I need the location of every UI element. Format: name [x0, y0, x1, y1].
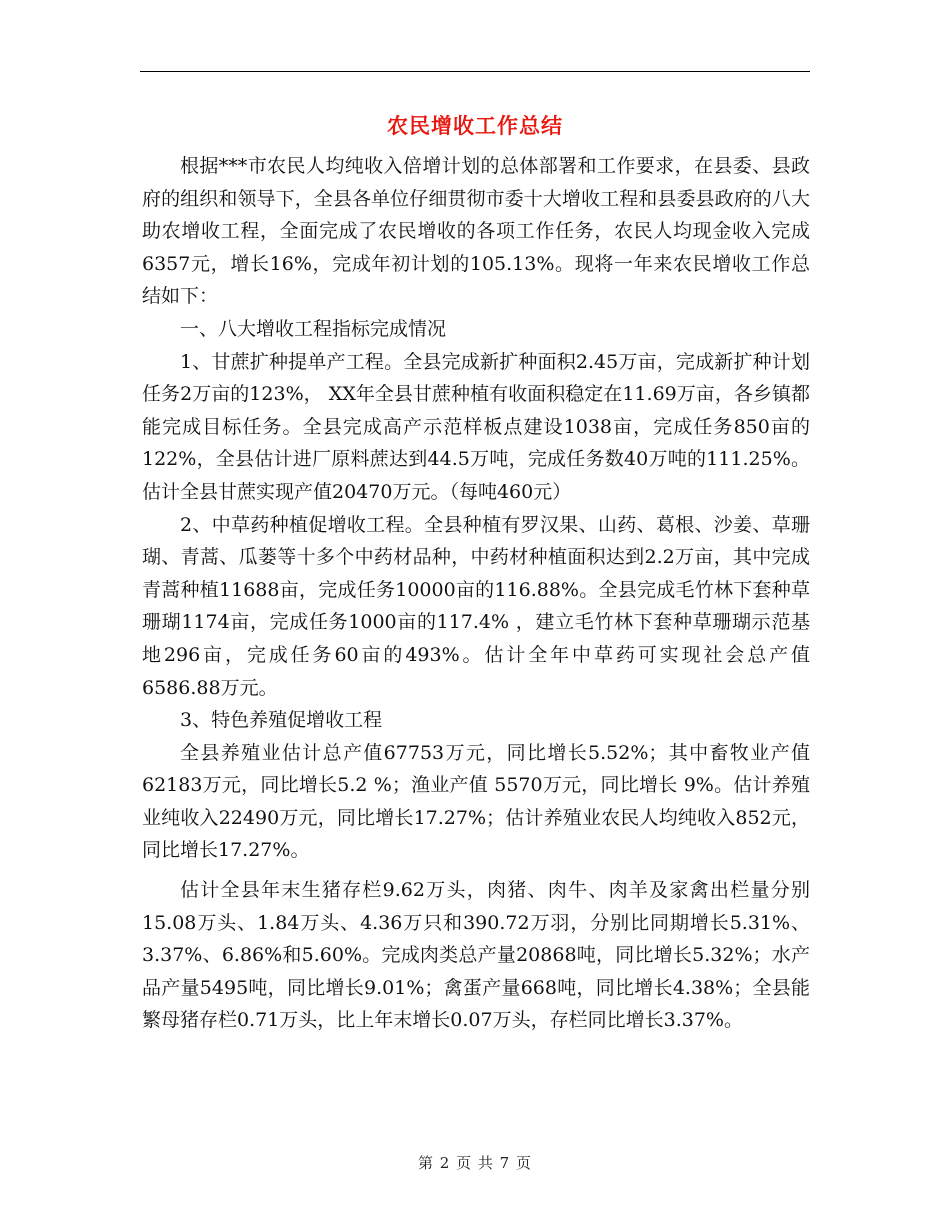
section-heading: 一、八大增收工程指标完成情况: [180, 317, 447, 340]
sugarcane-paragraph: 1、甘蔗扩种提单产工程。全县完成新扩种面积2.45万亩，完成新扩种计划任务2万亩的123%， XX年全县甘蔗种植有收面积稳定在11.69万亩，各乡镇都能完成目标任务。全县完成高产示范样板点建设1038亩，完成任务850亩的122%，全县估计进厂原料蔗达到44.5万吨，完成任务数40万吨的111.25%。估计全县甘蔗实现产值20470万元。（每吨460元）: [142, 350, 810, 503]
document-body: [142, 150, 810, 1037]
page-number: 第 2 页 共 7 页: [418, 1154, 532, 1172]
breeding-heading: 3、特色养殖促增收工程: [180, 709, 383, 732]
intro-paragraph: 根据***市农民人均纯收入倍增计划的总体部署和工作要求，在县委、县政府的组织和领导下，全县各单位仔细贯彻市委十大增收工程和县委县政府的八大助农增收工程，全面完成了农民增收的各项工作任务，农民人均现金收入完成6357元，增长16%，完成年初计划的105.13%。现将一年来农民增收工作总结如下：: [142, 155, 810, 308]
header-rule: [140, 71, 810, 72]
herbal-paragraph: 2、中草药种植促增收工程。全县种植有罗汉果、山药、葛根、沙姜、草珊瑚、青蒿、瓜蒌等十多个中药材品种，中药材种植面积达到2.2万亩，其中完成青蒿种植11688亩，完成任务10000亩的116.88%。全县完成毛竹林下套种草珊瑚1174亩，完成任务1000亩的117.4% ，建立毛竹林下套种草珊瑚示范基地296亩，完成任务60亩的493%。估计全年中草药可实现社会总产值6586.88万元。: [142, 513, 810, 699]
document-title: 农民增收工作总结: [387, 113, 563, 138]
breeding-output-paragraph: 全县养殖业估计总产值67753万元，同比增长5.52%；其中畜牧业产值62183万元，同比增长5.2 %；渔业产值 5570万元，同比增长 9%。估计养殖业纯收入22490万元，同比增长17.27%；估计养殖业农民人均纯收入852元，同比增长17.27%。: [142, 741, 810, 862]
livestock-paragraph: 估计全县年末生猪存栏9.62万头，肉猪、肉牛、肉羊及家禽出栏量分别15.08万头、1.84万头、4.36万只和390.72万羽，分别比同期增长5.31%、3.37%、6.86%和5.60%。完成肉类总产量20868吨，同比增长5.32%；水产品产量5495吨，同比增长9.01%；禽蛋产量668吨，同比增长4.38%；全县能繁母猪存栏0.71万头，比上年末增长0.07万头，存栏同比增长3.37%。: [142, 879, 810, 1032]
